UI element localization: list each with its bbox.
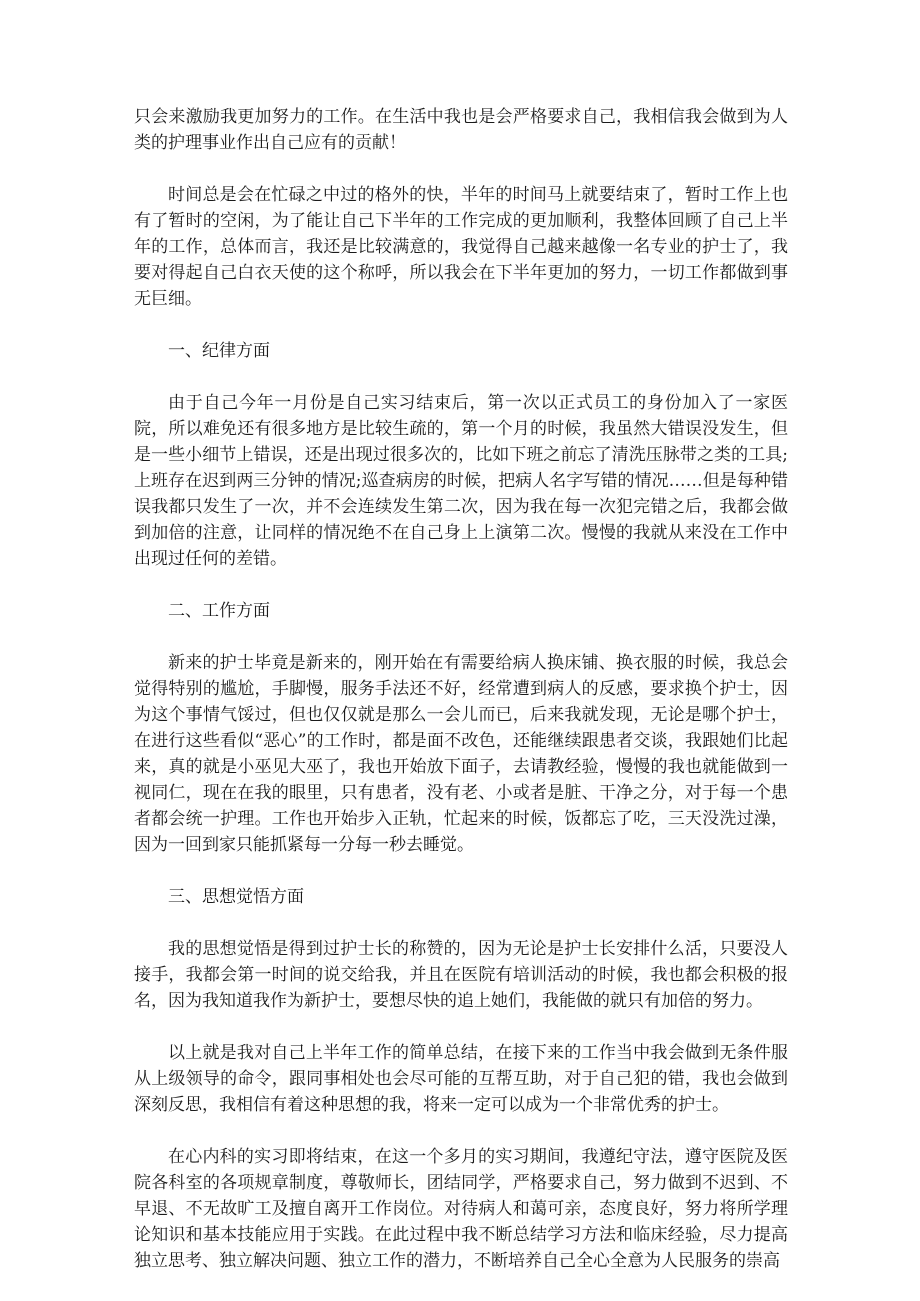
paragraph-work: 新来的护士毕竟是新来的，刚开始在有需要给病人换床铺、换衣服的时候，我总会觉得特别的尴尬，手脚慢，服务手法还不好，经常遭到病人的反感，要求换个护士，因为这个事情气馁过，但也仅仅就是那么一会儿而已，后来我就发现，无论是哪个护士，在进行这些看似“恶心”的工作时，都是面不改色，还能继续跟患者交谈，我跟她们比起来，真的就是小巫见大巫了，我也开始放下面子，去请教经验，慢慢的我也就能做到一视同仁，现在在我的眼里，只有患者，没有老、小或者是脏、干净之分，对于每一个患者都会统一护理。工作也开始步入正轨，忙起来的时候，饭都忘了吃，三天没洗过澡，因为一回到家只能抓紧每一分每一秒去睡觉。 <box>134 653 788 855</box>
section-heading-ideology: 三、思想觉悟方面 <box>168 887 304 907</box>
paragraph-ideology: 我的思想觉悟是得到过护士长的称赞的，因为无论是护士长安排什么活，只要没人接手，我都会第一时间的说交给我，并且在医院有培训活动的时候，我也都会积极的报名，因为我知道我作为新护士，要想尽快的追上她们，我能做的就只有加倍的努力。 <box>134 939 788 1011</box>
paragraph-summary: 以上就是我对自己上半年工作的简单总结，在接下来的工作当中我会做到无条件服从上级领导的命令，跟同事相处也会尽可能的互帮互助，对于自己犯的错，我也会做到深刻反思，我相信有着这种思想的我，将来一定可以成为一个非常优秀的护士。 <box>134 1043 788 1115</box>
section-heading-work: 二、工作方面 <box>168 601 270 621</box>
paragraph-half-year-review: 时间总是会在忙碌之中过的格外的快，半年的时间马上就要结束了，暂时工作上也有了暂时的空闲，为了能让自己下半年的工作完成的更加顺利，我整体回顾了自己上半年的工作，总体而言，我还是比较满意的，我觉得自己越来越像一名专业的护士了，我要对得起自己白衣天使的这个称呼，所以我会在下半年更加的努力，一切工作都做到事无巨细。 <box>134 185 788 309</box>
paragraph-discipline: 由于自己今年一月份是自己实习结束后，第一次以正式员工的身份加入了一家医院，所以难免还有很多地方是比较生疏的，第一个月的时候，我虽然大错误没发生，但是一些小细节上错误，还是出现过很多次的，比如下班之前忘了清洗压脉带之类的工具;上班存在迟到两三分钟的情况;巡查病房的时候，把病人名字写错的情况……但是每种错误我都只发生了一次，并不会连续发生第二次，因为我在每一次犯完错之后，我都会做到加倍的注意，让同样的情况绝不在自己身上上演第二次。慢慢的我就从来没在工作中出现过任何的差错。 <box>134 393 788 569</box>
section-heading-discipline: 一、纪律方面 <box>168 341 270 361</box>
paragraph-internship: 在心内科的实习即将结束，在这一个多月的实习期间，我遵纪守法，遵守医院及医院各科室的各项规章制度，尊敬师长，团结同学，严格要求自己，努力做到不迟到、不早退、不无故旷工及擅自离开工作岗位。对待病人和蔼可亲，态度良好，努力将所学理论知识和基本技能应用于实践。在此过程中我不断总结学习方法和临床经验，尽力提高独立思考、独立解决问题、独立工作的潜力，不断培养自己全心全意为人民服务的崇高 <box>134 1147 788 1271</box>
paragraph-intro-continuation: 只会来激励我更加努力的工作。在生活中我也是会严格要求自己，我相信我会做到为人类的护理事业作出自己应有的贡献！ <box>134 107 788 153</box>
